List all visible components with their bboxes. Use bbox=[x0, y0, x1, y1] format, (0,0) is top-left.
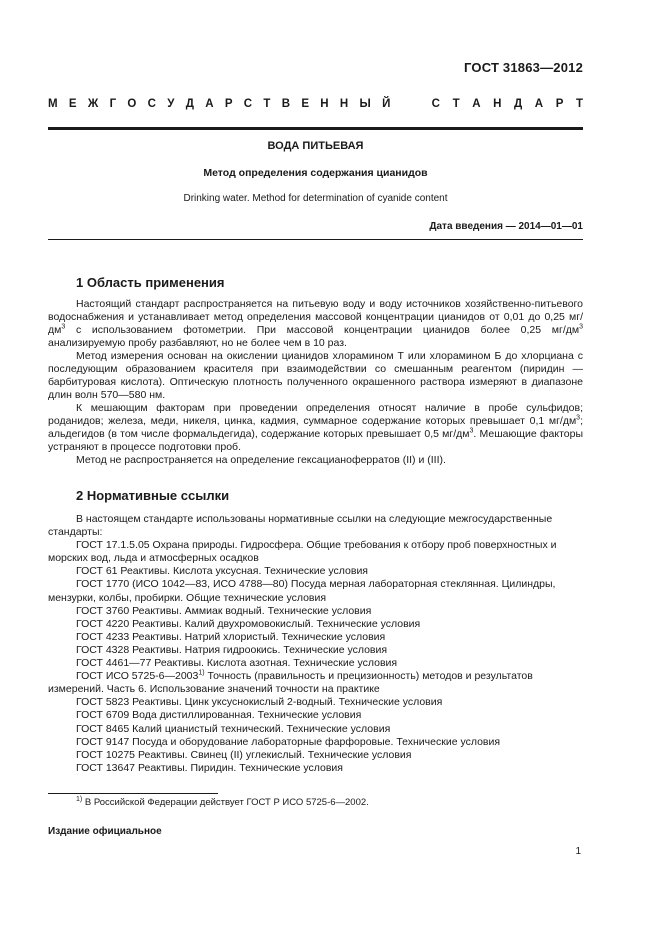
banner-letter: О bbox=[127, 98, 137, 110]
banner-letter: Е bbox=[301, 98, 309, 110]
english-title: Drinking water. Method for determination of cyanide content bbox=[183, 193, 448, 204]
reference-item-iso: ГОСТ ИСО 5725-6—2003$^{1)}$ Точность (правильность и прецизионность) методов и результатов измерений. Часть 6. Использование значений точности на практике bbox=[48, 669, 533, 696]
banner-letter: Й bbox=[382, 98, 391, 110]
reference-item: ГОСТ 6709 Вода дистиллированная. Технические условия bbox=[76, 709, 362, 722]
banner-letter: А bbox=[472, 98, 481, 110]
banner-letter: А bbox=[534, 98, 544, 110]
banner-letter: С bbox=[243, 98, 253, 110]
section-1-body bbox=[48, 298, 583, 467]
reference-item: ГОСТ 10275 Реактивы. Свинец (II) углекислый. Технические условия bbox=[76, 748, 412, 761]
banner-letter: Р bbox=[224, 98, 233, 110]
banner-letter: В bbox=[281, 98, 291, 110]
section-2-heading: 2 Нормативные ссылки bbox=[76, 488, 230, 503]
reference-item: ГОСТ 4220 Реактивы. Калий двухромовокислый. Технические условия bbox=[76, 617, 421, 630]
banner-letter: Д bbox=[185, 98, 194, 110]
gost-number: ГОСТ 31863—2012 bbox=[464, 60, 583, 75]
section-2-intro: В настоящем стандарте использованы нормативные ссылки на следующие межгосударственные стандарты: bbox=[48, 513, 553, 539]
reference-item: ГОСТ 3760 Реактивы. Аммиак водный. Технические условия bbox=[76, 604, 372, 617]
banner-letter: Ы bbox=[359, 98, 371, 110]
banner-letter: Е bbox=[68, 98, 77, 110]
reference-item: ГОСТ 4461—77 Реактивы. Кислота азотная. Технические условия bbox=[76, 657, 398, 670]
reference-item: ГОСТ 1770 (ИСО 1042—83, ИСО 4788—80) Посуда мерная лабораторная стеклянная. Цилиндры, мензурки, колбы, пробирки. Общие технические условия bbox=[48, 578, 556, 604]
banner-left bbox=[48, 98, 390, 110]
banner-letter: Г bbox=[109, 98, 117, 110]
banner-letter: Н bbox=[339, 98, 349, 110]
footnote-rule bbox=[48, 793, 218, 794]
reference-item: ГОСТ 13647 Реактивы. Пиридин. Технические условия bbox=[76, 761, 343, 774]
document-subtitle: Метод определения содержания цианидов bbox=[203, 167, 428, 179]
banner-letter: Д bbox=[514, 98, 523, 110]
banner-letter: С bbox=[147, 98, 156, 110]
reference-list bbox=[48, 539, 583, 670]
header-rule bbox=[48, 127, 583, 130]
footnote: $^{1)}$ В Российской Федерации действует ГОСТ Р ИСО 5725-6—2002. bbox=[76, 795, 369, 808]
banner-letter: Р bbox=[555, 98, 564, 110]
banner-letter: Н bbox=[493, 98, 502, 110]
reference-item: ГОСТ 8465 Калий цианистый технический. Технические условия bbox=[76, 722, 391, 735]
section-1-paragraph-1: Настоящий стандарт распространяется на питьевую воду и воду источников хозяйственно-питьевого водоснабжения и устанавливает метод определения массовой концентрации цианидов от 0,01 до 0,25 $мг/дм^3$ с использованием фотометрии. При массовой концентрации цианидов более 0,25 $мг/дм^3$ анализируемую пробу разбавляют, но не более чем в 10 раз. bbox=[48, 298, 583, 349]
section-2-body bbox=[48, 513, 583, 775]
section-1-heading: 1 Область применения bbox=[76, 275, 225, 290]
document-title: ВОДА ПИТЬЕВАЯ bbox=[267, 140, 364, 152]
banner-letter: Н bbox=[320, 98, 329, 110]
banner-letter: У bbox=[167, 98, 175, 110]
section-1-paragraph-3: К мешающим факторам при проведении определения относят наличие в пробе сульфидов; роданидов; железа, меди, никеля, цинка, кадмия, суммарное содержание которых превышает 0,1 $мг/дм^3$; альдегидов (в том числе формальдегида), содержание которых превышает 0,5 $мг/дм^3$. Мешающие факторы устраняют в процессе подготовки проб. bbox=[48, 402, 584, 453]
banner-right bbox=[432, 98, 583, 110]
standard-banner bbox=[48, 98, 583, 110]
banner-letter: М bbox=[48, 98, 58, 110]
reference-item: ГОСТ 4233 Реактивы. Натрий хлористый. Технические условия bbox=[76, 630, 386, 643]
banner-letter: Ж bbox=[87, 98, 99, 110]
reference-item: ГОСТ 4328 Реактивы. Натрия гидроокись. Технические условия bbox=[76, 643, 388, 656]
reference-list-continued bbox=[48, 696, 583, 775]
title-rule bbox=[48, 239, 583, 240]
banner-letter: С bbox=[431, 98, 440, 110]
reference-item: ГОСТ 5823 Реактивы. Цинк уксуснокислый 2-водный. Технические условия bbox=[76, 696, 443, 709]
banner-letter: Т bbox=[452, 98, 460, 110]
effective-date: Дата введения — 2014—01—01 bbox=[429, 221, 583, 232]
banner-letter: Т bbox=[263, 98, 271, 110]
section-1-paragraph-4: Метод не распространяется на определение гексацианоферратов (II) и (III). bbox=[76, 454, 446, 466]
reference-item: ГОСТ 17.1.5.05 Охрана природы. Гидросфера. Общие требования к отбору проб поверхностных и морских вод, льда и атмосферных осадков bbox=[48, 539, 557, 565]
reference-item: ГОСТ 61 Реактивы. Кислота уксусная. Технические условия bbox=[76, 565, 368, 578]
reference-item: ГОСТ 9147 Посуда и оборудование лабораторные фарфоровые. Технические условия bbox=[76, 735, 501, 748]
official-edition-label: Издание официальное bbox=[48, 826, 162, 837]
banner-letter: А bbox=[205, 98, 214, 110]
page-number: 1 bbox=[575, 846, 581, 857]
section-1-paragraph-2: Метод измерения основан на окислении цианидов хлорамином Т или хлорамином Б до хлорциана с последующим образованием красителя при взаимодействии со смешанным реагентом (пиридин — барбитуровая кислота). Оптическую плотность полученного окрашенного раствора измеряют в диапазоне длин волн 570—580 нм. bbox=[48, 350, 583, 401]
banner-letter: Т bbox=[575, 98, 583, 110]
